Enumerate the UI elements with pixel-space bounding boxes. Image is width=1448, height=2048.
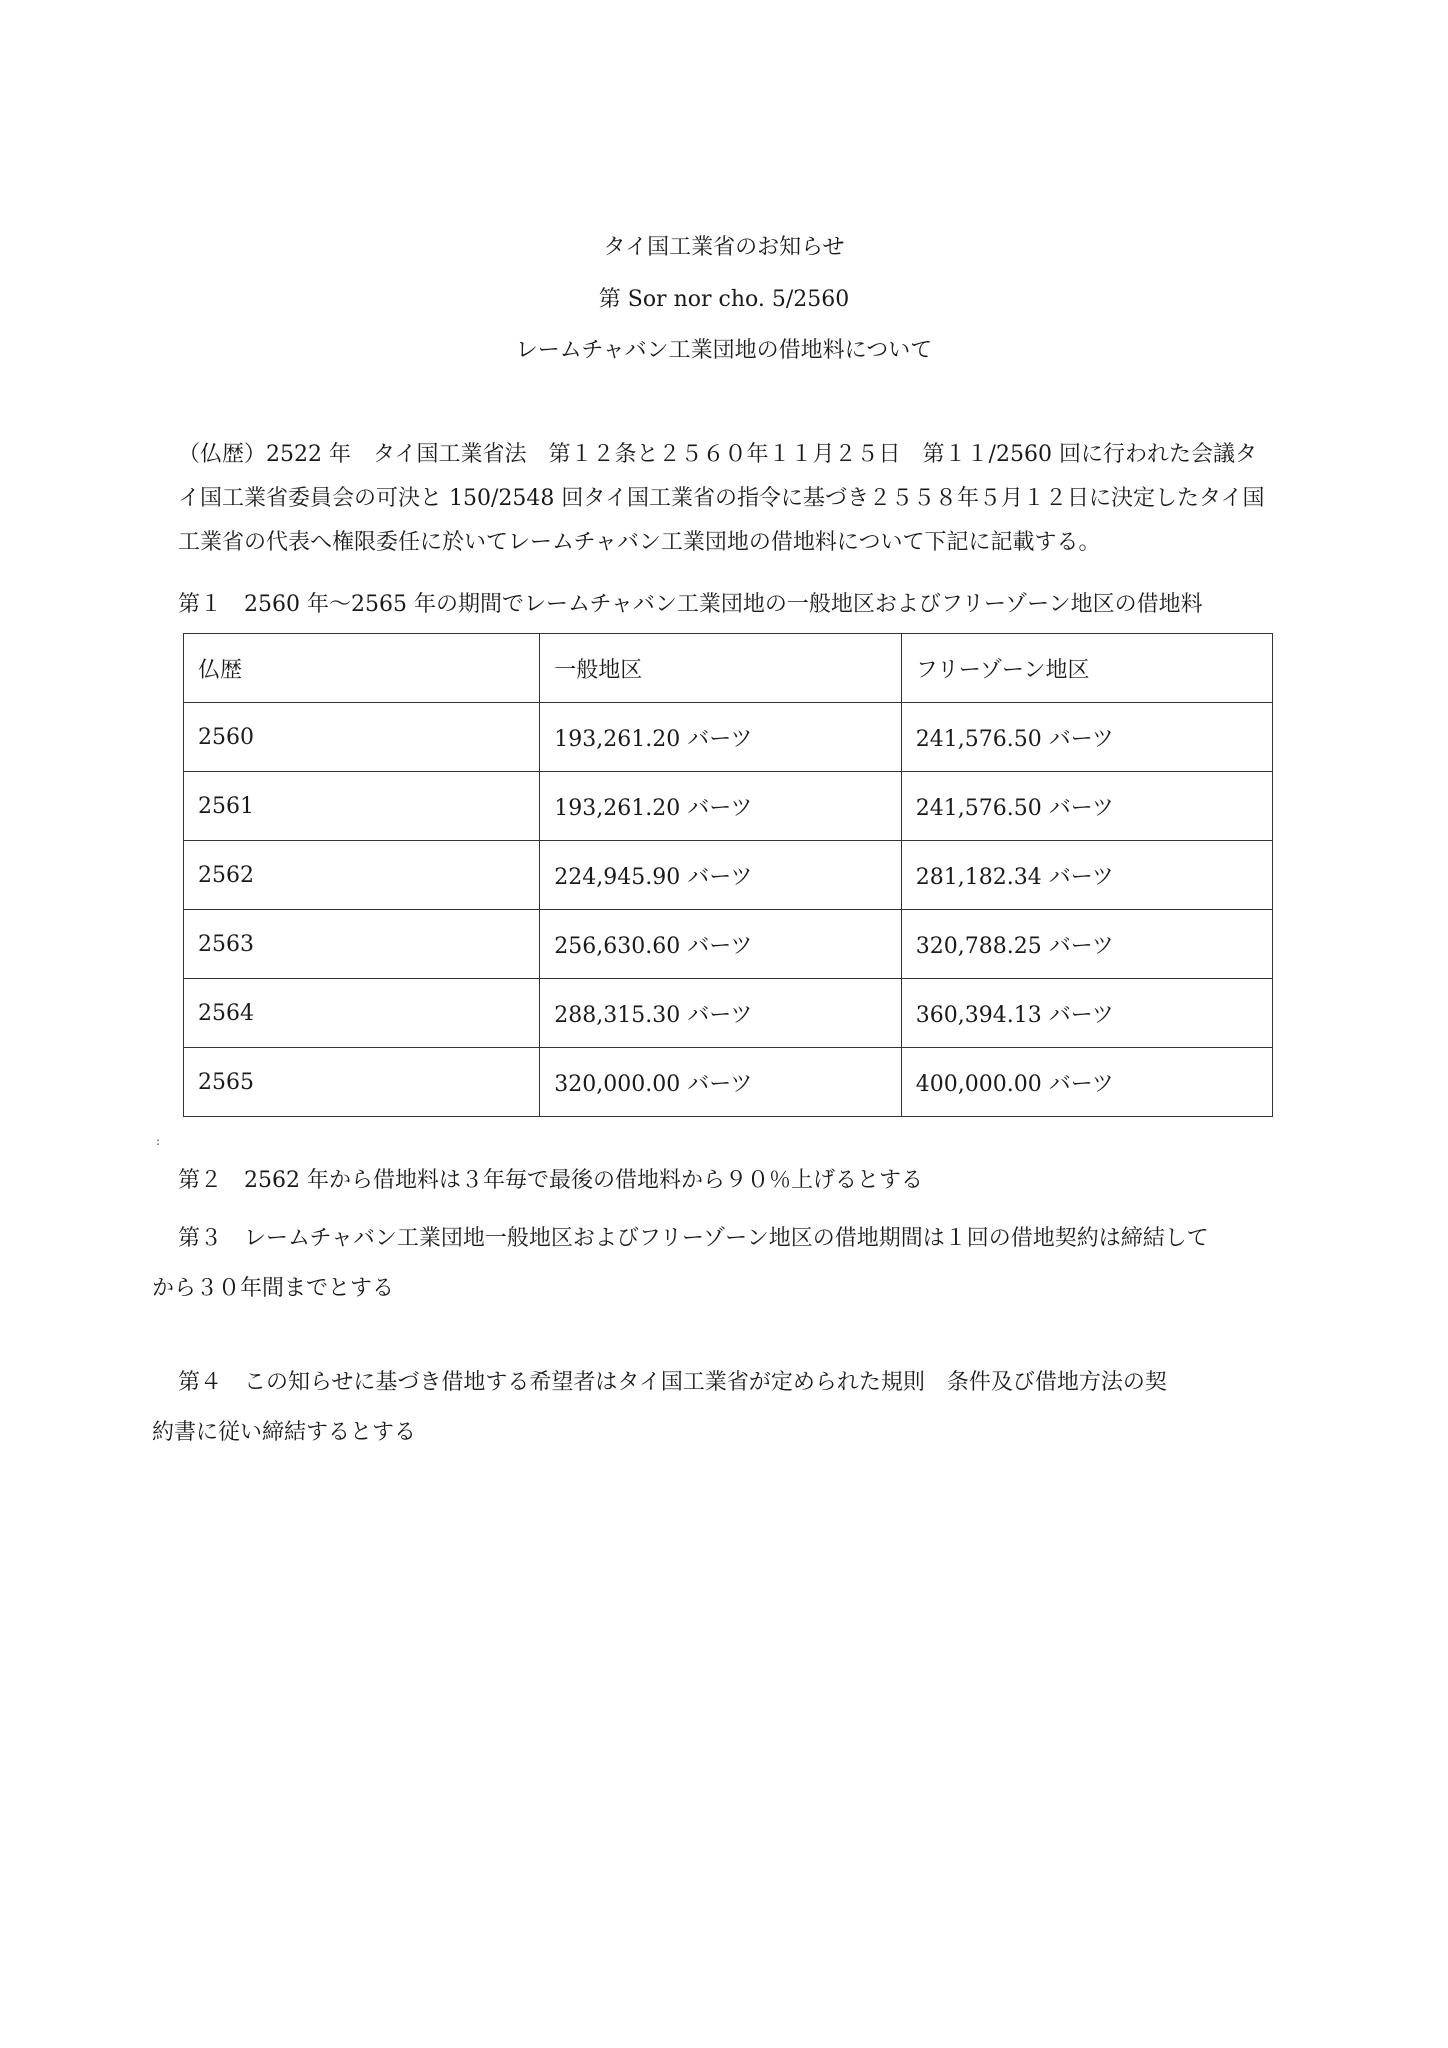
cell-general: 256,630.60 バーツ [540,910,901,979]
cell-general: 288,315.30 バーツ [540,979,901,1048]
notice-number: 第 Sor nor cho. 5/2560 [598,287,850,312]
intro-line-3: 工業省の代表へ権限委任に於いてレームチャバン工業団地の借地料について下記に記載する。 [178,530,1101,555]
table-row [184,910,1273,979]
cell-freezone: 320,788.25 バーツ [901,910,1272,979]
table-row [184,841,1273,910]
cell-general: 193,261.20 バーツ [540,772,901,841]
cell-freezone: 360,394.13 バーツ [901,979,1272,1048]
cell-general: 224,945.90 バーツ [540,841,901,910]
article-1: 第１ 2560 年～2565 年の期間でレームチャバン工業団地の一般地区およびフリーゾーン地区の借地料 [178,592,1203,617]
cell-year: 2561 [184,772,540,841]
stray-mark: : [156,1134,161,1148]
article-3-line-1: 第３ レームチャバン工業団地一般地区およびフリーゾーン地区の借地期間は１回の借地契約は締結して [178,1226,1209,1251]
cell-year: 2560 [184,703,540,772]
cell-year: 2562 [184,841,540,910]
table-header-row [184,634,1273,703]
cell-year: 2565 [184,1048,540,1117]
article-3-line-2: から３０年間までとする [152,1276,395,1301]
cell-general: 320,000.00 バーツ [540,1048,901,1117]
cell-year: 2563 [184,910,540,979]
intro-line-2: イ国工業省委員会の可決と 150/2548 回タイ国工業省の指令に基づき２５５８年５月１２日に決定したタイ国 [178,486,1265,511]
table-row [184,1048,1273,1117]
rent-table [183,633,1273,1117]
cell-freezone: 400,000.00 バーツ [901,1048,1272,1117]
intro-line-1: （仏歴）2522 年 タイ国工業省法 第１２条と２５６０年１１月２５日 第１１/2560 回に行われた会議タ [178,442,1257,467]
header-cell-general: 一般地区 [540,634,901,703]
cell-freezone: 241,576.50 バーツ [901,772,1272,841]
article-4-line-1: 第４ この知らせに基づき借地する希望者はタイ国工業省が定められた規則 条件及び借地方法の契 [178,1370,1167,1395]
table-row [184,979,1273,1048]
cell-freezone: 241,576.50 バーツ [901,703,1272,772]
cell-freezone: 281,182.34 バーツ [901,841,1272,910]
header-cell-freezone: フリーゾーン地区 [901,634,1272,703]
table-row [184,703,1273,772]
article-4-line-2: 約書に従い締結するとする [152,1420,417,1445]
notice-subject: レームチャバン工業団地の借地料について [515,338,933,363]
notice-title: タイ国工業省のお知らせ [603,235,845,260]
article-2: 第２ 2562 年から借地料は３年毎で最後の借地料から９０％上げるとする [178,1168,923,1193]
header-cell-year: 仏歴 [184,634,540,703]
cell-general: 193,261.20 バーツ [540,703,901,772]
cell-year: 2564 [184,979,540,1048]
table-row [184,772,1273,841]
